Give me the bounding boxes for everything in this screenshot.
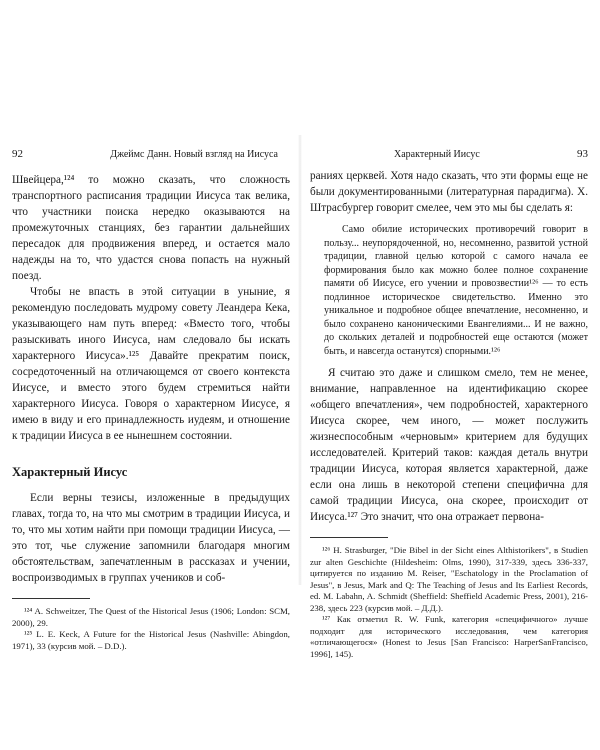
book-spine bbox=[298, 135, 302, 585]
left-section-paragraph: Если верны тезисы, изложенные в предыдущих главах, тогда то, на что мы смотрим в традиции Иисуса, и то, что мы хотим найти при помощи традиции Иисуса, — это тот, чье служение запомнили благодаря многим обстоятельствам, запечатленным в рассказах и учении, воспроизводимых в группах учеников и соб- bbox=[12, 492, 290, 584]
right-page-number: 93 bbox=[577, 148, 588, 160]
left-paragraph-2: Чтобы не впасть в этой ситуации в уныние, я рекомендую последовать мудрому совету Леандера Кека, указывающего нам путь вперед: «Вместо того, чтобы разыскивать иного Иисуса, нам следовало бы искать характерного Иисуса».¹²⁵ Давайте прекратим поиск, сосредоточенный на отличающемся от своего контекста Иисусе, и вместо этого будем стремиться найти характерного Иисуса. Говоря о характерном Иисусе, я имею в виду и его принадлежность иудеям, и отношение к традиции Иисуса в ее нынешнем состоянии. bbox=[12, 286, 290, 442]
left-footnote-rule bbox=[12, 598, 90, 599]
right-running-head-title: Характерный Иисус bbox=[394, 149, 480, 160]
left-footnote-124: ¹²⁴ A. Schweitzer, The Quest of the Historical Jesus (1906; London: SCM, 2000), 29. bbox=[12, 606, 290, 628]
right-footnote-127: ¹²⁷ Как отметил R. W. Funk, категория «специфичного» лучше подходит для исторического исследования, чем категория «отличающегося» (Honest to Jesus [San Francisco: HarperSanFrancisco, 1996], 145). bbox=[310, 614, 588, 659]
right-footnotes bbox=[310, 545, 588, 660]
right-body-text-2 bbox=[310, 365, 588, 525]
right-footnote-126: ¹²⁶ H. Strasburger, "Die Bibel in der Sicht eines Althistorikers", в Studien zur alten Geschichte (Hildesheim: Olms, 1990), 317-339, здесь 336-337, цитируется по изданию M. Reiser, "Eschatology in the Proclamation of Jesus", в Jesus, Mark and Q: The Teaching of Jesus and Its Earliest Records, ed. M. Labahn, A. Schmidt (Sheffield: Sheffield Academic Press, 2001), 216-238, здесь 223 (курсив мой. – Д.Д.). bbox=[310, 545, 588, 613]
left-page bbox=[12, 148, 290, 652]
right-running-head bbox=[310, 148, 588, 162]
left-body-text bbox=[12, 172, 290, 586]
left-page-number: 92 bbox=[12, 148, 23, 160]
left-paragraph-1: Швейцера,¹²⁴ то можно сказать, что сложность транспортного расписания традиции Иисуса так велика, что участники поиска нередко оказываются на промежуточных станциях, без гарантии дальнейших пересадок для продвижения вперед, и остается мало надежды на то, что удастся снова попасть на нужный поезд. bbox=[12, 174, 290, 282]
right-paragraph-2: Я считаю это даже и слишком смело, тем не менее, внимание, направленное на идентификацию скорее «общего впечатления», чем подробностей, характерного Иисуса скорее, чем иного, — может послужить жизнеспособным «черновым» критерием для будущих исследователей. Критерий таков: каждая деталь внутри традиции Иисуса, которая является характерной, даже если она лишь в некоторой степени специфична для самой традиции Иисуса, она скорее, происходит от Иисуса.¹²⁷ Это значит, что она отражает первона- bbox=[310, 367, 588, 523]
block-quote-text: Само обилие исторических противоречий говорит в пользу... неупорядоченной, но, несомненно, развитой устной традиции, главной целью которой с самого начала ее формирования было как можно более полное сохранение памяти об Иисусе, его учении и провозвестии¹²⁶ — то есть подлинное историческое свидетельство. Именно это уникальное и подробное общее впечатление, несомненно, и было сохранено каноническими Евангелиями... И не важно, до скольких деталей и подробностей еще остаются (может быть, и навсегда останутся) спорными.¹²⁶ bbox=[324, 224, 588, 357]
left-footnote-125: ¹²⁵ L. E. Keck, A Future for the Historical Jesus (Nashville: Abingdon, 1971), 33 (курсив мой. – D.D.). bbox=[12, 629, 290, 651]
right-paragraph-1: раниях церквей. Хотя надо сказать, что эти формы еще не были документированными (литературная парадигма). Х. Штрасбургер говорит смелее, чем это мы бы сделать я: bbox=[310, 170, 588, 214]
right-body-text bbox=[310, 168, 588, 216]
right-footnote-rule bbox=[310, 537, 388, 538]
section-title: Характерный Иисус bbox=[12, 465, 128, 479]
left-running-head-title: Джеймс Данн. Новый взгляд на Иисуса bbox=[110, 149, 278, 160]
left-footnotes bbox=[12, 606, 290, 652]
block-quote bbox=[324, 223, 588, 358]
right-page bbox=[310, 148, 588, 660]
left-running-head bbox=[12, 148, 290, 162]
